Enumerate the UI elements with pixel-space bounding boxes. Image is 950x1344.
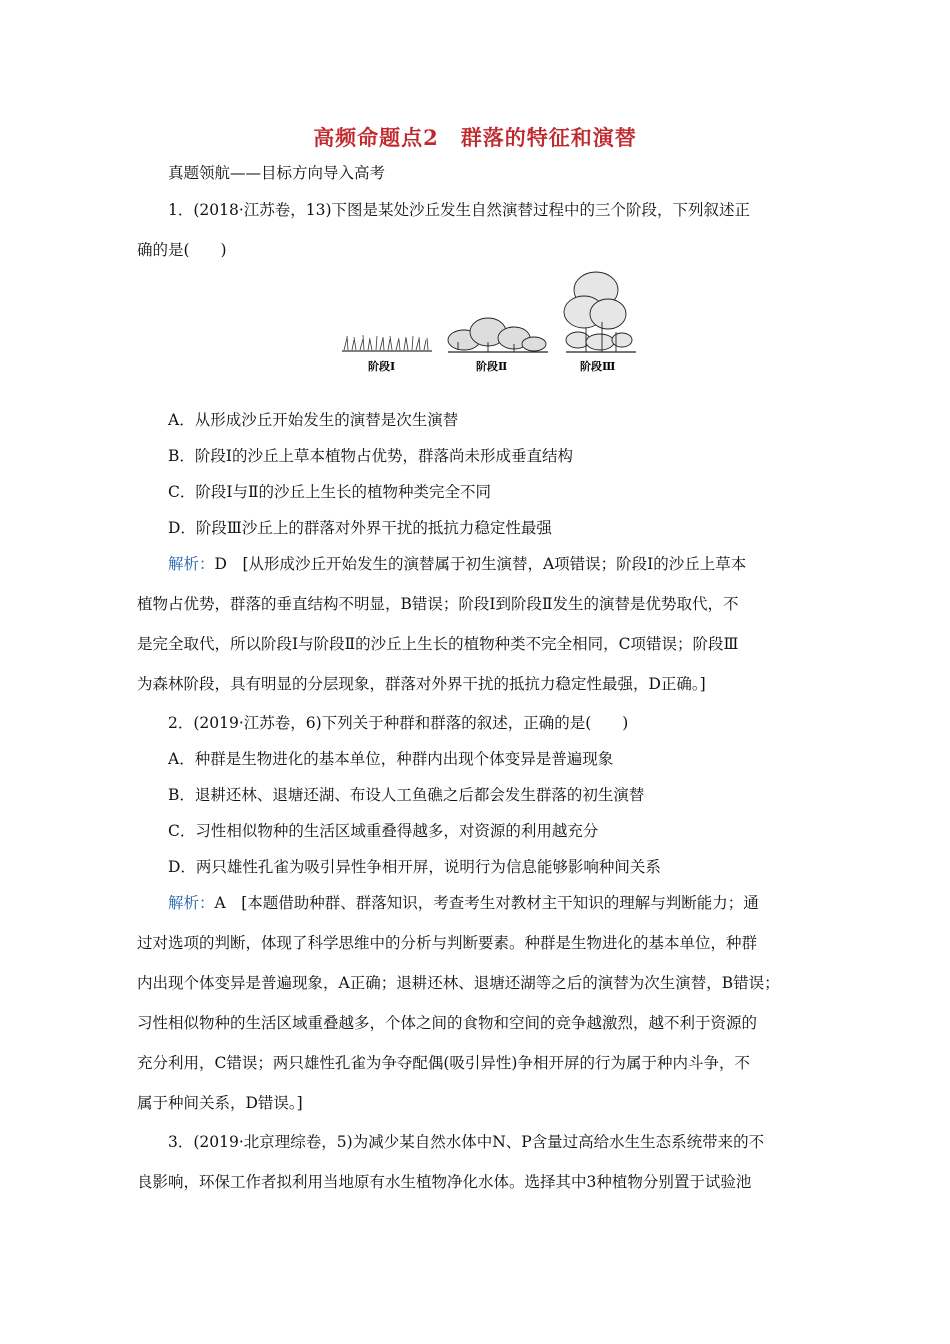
- q1-analysis-line-4: 为森林阶段，具有明显的分层现象，群落对外界干扰的抵抗力稳定性最强，D正确。]: [137, 675, 706, 693]
- q1-option-b: B．阶段Ⅰ的沙丘上草本植物占优势，群落尚未形成垂直结构: [168, 447, 574, 465]
- stage-2-label: 阶段Ⅱ: [476, 360, 508, 373]
- q2-stem: 2．(2019·江苏卷，6)下列关于种群和群落的叙述，正确的是( ): [168, 714, 629, 732]
- q1-analysis-line-3: 是完全取代，所以阶段Ⅰ与阶段Ⅱ的沙丘上生长的植物种类不完全相同，C项错误；阶段Ⅲ: [137, 635, 739, 653]
- q2-option-b: B．退耕还林、退塘还湖、布设人工鱼礁之后都会发生群落的初生演替: [168, 786, 645, 804]
- q2-analysis-line-3: 内出现个体变异是普遍现象，A正确；退耕还林、退塘还湖等之后的演替为次生演替，B错误；: [137, 974, 780, 992]
- q2-analysis-line-2: 过对选项的判断，体现了科学思维中的分析与判断要素。种群是生物进化的基本单位，种群: [137, 934, 758, 952]
- q1-stem-line-2: 确的是( ): [137, 241, 227, 259]
- q2-analysis-line-1: [168, 893, 848, 913]
- q2-analysis-line-6: 属于种间关系，D错误。]: [137, 1094, 303, 1112]
- stage-3-label: 阶段Ⅲ: [580, 360, 616, 373]
- q2-option-a: A．种群是生物进化的基本单位，种群内出现个体变异是普遍现象: [168, 750, 614, 768]
- page-title: 高频命题点2 群落的特征和演替: [313, 125, 637, 150]
- q2-option-c: C．习性相似物种的生活区域重叠得越多，对资源的利用越充分: [168, 822, 599, 840]
- stage-2-shrub-illustration: [448, 318, 548, 352]
- stage-3-forest-illustration: [564, 272, 636, 352]
- q1-analysis-text-1: D [从形成沙丘开始发生的演替属于初生演替，A项错误；阶段Ⅰ的沙丘上草本: [214, 555, 747, 573]
- q1-option-d: D．阶段Ⅲ沙丘上的群落对外界干扰的抵抗力稳定性最强: [168, 519, 552, 537]
- q1-analysis-label: 解析：: [168, 555, 215, 573]
- q1-analysis-line-2: 植物占优势，群落的垂直结构不明显，B错误；阶段Ⅰ到阶段Ⅱ发生的演替是优势取代，不: [137, 595, 739, 613]
- succession-stages-figure: [338, 268, 638, 378]
- stage-1-grass-illustration: [342, 335, 432, 351]
- q2-analysis-line-4: 习性相似物种的生活区域重叠越多，个体之间的食物和空间的竞争越激烈，越不利于资源的: [137, 1014, 758, 1032]
- q1-analysis-line-1: [168, 554, 848, 574]
- q1-stem-line-1: 1．(2018·江苏卷，13)下图是某处沙丘发生自然演替过程中的三个阶段，下列叙述正: [168, 201, 751, 219]
- q2-option-d: D．两只雄性孔雀为吸引异性争相开屏，说明行为信息能够影响种间关系: [168, 858, 661, 876]
- q2-analysis-label: 解析：: [168, 894, 215, 912]
- q2-analysis-text-1: A [本题借助种群、群落知识，考查考生对教材主干知识的理解与判断能力；通: [214, 894, 759, 912]
- q3-stem-line-1: 3．(2019·北京理综卷，5)为减少某自然水体中N、P含量过高给水生生态系统带来的不: [168, 1133, 765, 1151]
- q1-option-c: C．阶段Ⅰ与Ⅱ的沙丘上生长的植物种类完全不同: [168, 483, 492, 501]
- q2-analysis-line-5: 充分利用，C错误；两只雄性孔雀为争夺配偶(吸引异性)争相开屏的行为属于种内斗争，不: [137, 1054, 750, 1072]
- q3-stem-line-2: 良影响，环保工作者拟利用当地原有水生植物净化水体。选择其中3种植物分别置于试验池: [137, 1173, 752, 1191]
- section-heading: 真题领航——目标方向导入高考: [168, 164, 386, 182]
- q1-option-a: A．从形成沙丘开始发生的演替是次生演替: [168, 411, 459, 429]
- stage-1-label: 阶段Ⅰ: [368, 360, 396, 373]
